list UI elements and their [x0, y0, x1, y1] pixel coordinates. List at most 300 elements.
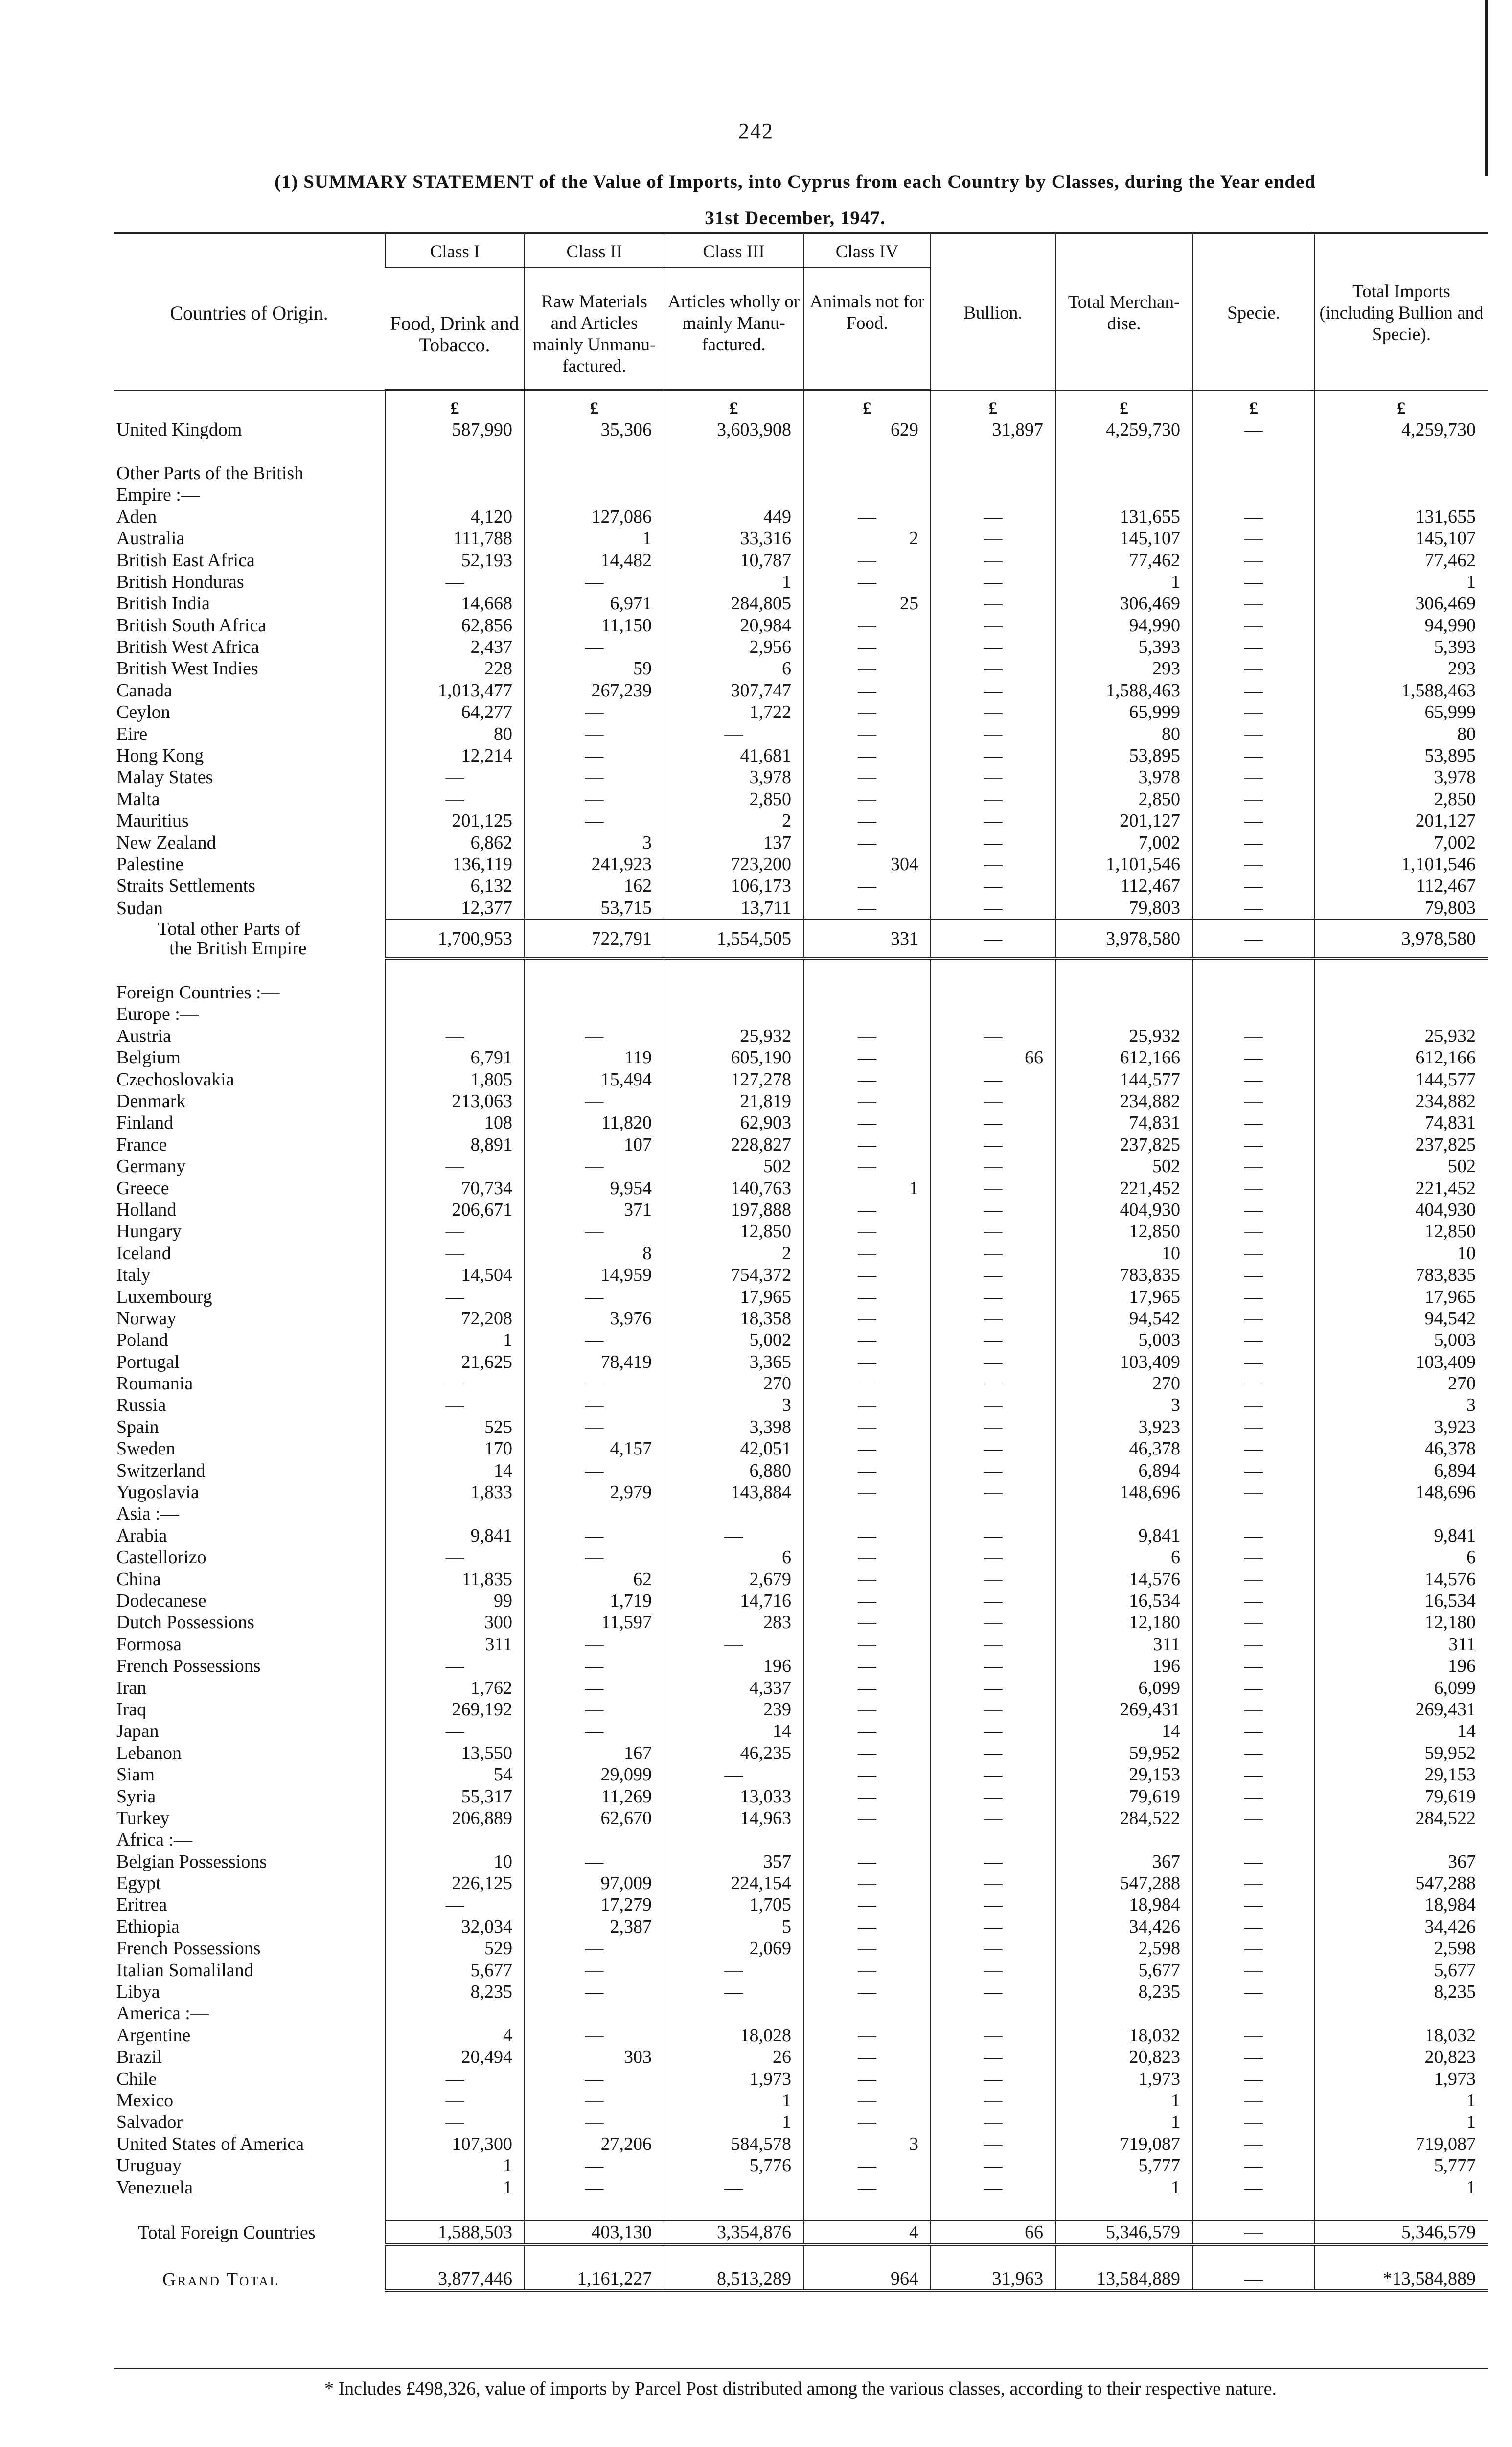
country-name — [114, 2025, 385, 2046]
cell-class-2: 15,494 — [525, 1068, 664, 1090]
spacer-row — [114, 958, 1488, 981]
empty-cell — [1315, 2003, 1488, 2024]
country-name — [114, 1177, 385, 1199]
cell-class-2: 11,597 — [525, 1612, 664, 1633]
cell-class-1: — — [385, 1394, 525, 1416]
group-heading: Foreign Countries :— — [116, 982, 280, 1003]
cell-specie: — — [1192, 549, 1315, 571]
country-label: Dutch Possessions — [116, 1612, 254, 1633]
empty-cell — [803, 484, 931, 506]
cell-class-2: — — [525, 723, 664, 744]
table-row — [114, 1221, 1488, 1242]
cell-specie: — — [1192, 571, 1315, 593]
cell-bullion: 31,963 — [931, 2268, 1055, 2291]
cell-class-2: 167 — [525, 1742, 664, 1764]
country-name — [114, 1047, 385, 1068]
cell-class-2: — — [525, 2176, 664, 2198]
table-row — [114, 2025, 1488, 2046]
cell-class-2: 127,086 — [525, 506, 664, 528]
country-label: Luxembourg — [116, 1286, 212, 1307]
cell-class-2: — — [525, 1394, 664, 1416]
country-name — [114, 1851, 385, 1872]
cell-class-3: 3,354,876 — [664, 2221, 803, 2245]
cell-class-3: 284,805 — [664, 593, 803, 614]
cell-class-1: 4 — [385, 2025, 525, 2046]
country-label: British Honduras — [116, 571, 244, 592]
spacer-cell — [1315, 440, 1488, 462]
cell-class-1: 72,208 — [385, 1308, 525, 1329]
cell-total-merchandise: 80 — [1055, 723, 1192, 744]
cell-class-3: 46,235 — [664, 1742, 803, 1764]
cell-total-merchandise: 94,542 — [1055, 1308, 1192, 1329]
cell-total-imports: 311 — [1315, 1634, 1488, 1655]
table-row — [114, 1938, 1488, 1959]
cell-class-2: 29,099 — [525, 1764, 664, 1785]
cell-total-merchandise: 1 — [1055, 2111, 1192, 2133]
cell-total-imports: 783,835 — [1315, 1264, 1488, 1286]
table-row — [114, 1286, 1488, 1307]
cell-bullion: — — [931, 1199, 1055, 1221]
spacer-cell — [385, 958, 525, 981]
cell-bullion: — — [931, 1025, 1055, 1047]
cell-class-1: 529 — [385, 1938, 525, 1959]
cell-class-4: — — [803, 788, 931, 810]
cell-total-merchandise: 1,588,463 — [1055, 680, 1192, 701]
table-row — [114, 636, 1488, 658]
cell-total-imports: 103,409 — [1315, 1351, 1488, 1373]
cell-class-2: — — [525, 1720, 664, 1742]
country-name — [114, 831, 385, 853]
cell-class-2: 62,670 — [525, 1807, 664, 1829]
cell-total-merchandise: 237,825 — [1055, 1134, 1192, 1155]
empty-cell — [525, 982, 664, 1003]
table-row — [114, 1655, 1488, 1677]
cell-class-1: 228 — [385, 658, 525, 679]
cell-class-1: 1,833 — [385, 1481, 525, 1503]
cell-bullion: — — [931, 1677, 1055, 1698]
cell-total-merchandise: 6,099 — [1055, 1677, 1192, 1698]
cell-total-merchandise: 547,288 — [1055, 1872, 1192, 1894]
cell-class-4: — — [803, 701, 931, 723]
cell-class-2: 35,306 — [525, 419, 664, 440]
cell-class-1: — — [385, 766, 525, 788]
cell-bullion: — — [931, 1155, 1055, 1177]
cell-bullion: — — [931, 1916, 1055, 1938]
cell-total-merchandise: 145,107 — [1055, 528, 1192, 549]
cell-bullion: — — [931, 2155, 1055, 2176]
cell-class-4: — — [803, 1568, 931, 1590]
cell-class-2: 53,715 — [525, 897, 664, 920]
table-row — [114, 831, 1488, 853]
country-name — [114, 1416, 385, 1438]
cell-specie: — — [1192, 745, 1315, 766]
cell-total-imports: 306,469 — [1315, 593, 1488, 614]
cell-class-1: 300 — [385, 1612, 525, 1633]
cell-total-imports: 79,619 — [1315, 1785, 1488, 1807]
cell-bullion: — — [931, 1286, 1055, 1307]
country-label: United Kingdom — [116, 419, 242, 440]
cell-total-imports: 2,850 — [1315, 788, 1488, 810]
cell-bullion: — — [931, 701, 1055, 723]
table-row — [114, 615, 1488, 636]
cell-specie: — — [1192, 2025, 1315, 2046]
cell-total-merchandise: 65,999 — [1055, 701, 1192, 723]
cell-class-4: — — [803, 1872, 931, 1894]
spacer-cell — [664, 2245, 803, 2268]
empty-cell — [664, 982, 803, 1003]
cell-bullion: — — [931, 854, 1055, 875]
cell-class-3: 10,787 — [664, 549, 803, 571]
empty-cell — [1315, 484, 1488, 506]
cell-total-merchandise: 25,932 — [1055, 1025, 1192, 1047]
spacer-cell — [114, 440, 385, 462]
cell-total-merchandise: 144,577 — [1055, 1068, 1192, 1090]
empty-cell — [525, 1003, 664, 1025]
cell-total-imports: 144,577 — [1315, 1068, 1488, 1090]
country-name — [114, 1025, 385, 1047]
country-name — [114, 1590, 385, 1612]
spacer-cell — [803, 2245, 931, 2268]
country-label: French Possessions — [116, 1938, 261, 1959]
table-row — [114, 419, 1488, 440]
country-name — [114, 1894, 385, 1916]
table-row — [114, 854, 1488, 875]
cell-class-2: — — [525, 1677, 664, 1698]
table-row — [114, 1677, 1488, 1698]
cell-bullion: — — [931, 766, 1055, 788]
cell-specie: — — [1192, 1438, 1315, 1459]
cell-bullion: — — [931, 1177, 1055, 1199]
cell-class-3: — — [664, 1634, 803, 1655]
cell-specie: — — [1192, 2111, 1315, 2133]
cell-bullion: — — [931, 1720, 1055, 1742]
cell-class-1: 70,734 — [385, 1177, 525, 1199]
cell-class-3: — — [664, 2176, 803, 2198]
cell-specie: — — [1192, 1351, 1315, 1373]
spacer-cell — [525, 958, 664, 981]
cell-class-1: 54 — [385, 1764, 525, 1785]
cell-total-imports: 284,522 — [1315, 1807, 1488, 1829]
cell-specie: — — [1192, 1785, 1315, 1807]
country-label: Iran — [116, 1677, 147, 1698]
header-class-2-desc: Raw Materials and Articles mainly Unmanu- factured. — [525, 267, 664, 390]
table-row — [114, 1785, 1488, 1807]
cell-specie: — — [1192, 2090, 1315, 2111]
table-row — [114, 1568, 1488, 1590]
grand-total-text: Grand Total — [162, 2269, 279, 2290]
cell-total-imports: 367 — [1315, 1851, 1488, 1872]
cell-specie: — — [1192, 2155, 1315, 2176]
cell-class-1: 10 — [385, 1851, 525, 1872]
cell-specie: — — [1192, 1742, 1315, 1764]
cell-class-2: — — [525, 1655, 664, 1677]
cell-total-merchandise: 18,032 — [1055, 2025, 1192, 2046]
empty-cell — [385, 484, 525, 506]
cell-class-3: 723,200 — [664, 854, 803, 875]
cell-specie: — — [1192, 1286, 1315, 1307]
cell-class-1: 6,862 — [385, 831, 525, 853]
country-name — [114, 1286, 385, 1307]
cell-class-2: 97,009 — [525, 1872, 664, 1894]
cell-class-1: — — [385, 1155, 525, 1177]
cell-specie: — — [1192, 680, 1315, 701]
country-label: Germany — [116, 1156, 186, 1177]
empty-cell — [1315, 462, 1488, 484]
cell-total-imports: 3,978 — [1315, 766, 1488, 788]
group-heading: Europe :— — [116, 1004, 199, 1025]
cell-class-2: 2,387 — [525, 1916, 664, 1938]
country-name — [114, 1459, 385, 1481]
cell-bullion: — — [931, 1459, 1055, 1481]
group-heading: Empire :— — [116, 485, 200, 506]
cell-bullion: — — [931, 1373, 1055, 1394]
cell-class-2: — — [525, 1221, 664, 1242]
cell-class-3: 1,554,505 — [664, 919, 803, 958]
cell-class-3: 2 — [664, 810, 803, 831]
cell-class-1: 52,193 — [385, 549, 525, 571]
cell-class-1: 1,762 — [385, 1677, 525, 1698]
cell-class-3: 224,154 — [664, 1872, 803, 1894]
cell-class-1: 206,889 — [385, 1807, 525, 1829]
subtotal-label — [114, 2221, 385, 2245]
table-row — [114, 875, 1488, 897]
empty-cell — [931, 484, 1055, 506]
cell-class-4: — — [803, 1699, 931, 1720]
table-row — [114, 2046, 1488, 2068]
cell-total-imports: 1,101,546 — [1315, 854, 1488, 875]
cell-specie: — — [1192, 1959, 1315, 1981]
page-number: 242 — [738, 119, 774, 143]
cell-class-4: 3 — [803, 2133, 931, 2155]
country-name — [114, 1199, 385, 1221]
country-name — [114, 1243, 385, 1264]
cell-total-merchandise: 3,978,580 — [1055, 919, 1192, 958]
cell-class-1: 6,132 — [385, 875, 525, 897]
cell-class-4: — — [803, 1547, 931, 1568]
cell-class-4: 331 — [803, 919, 931, 958]
cell-total-merchandise: 306,469 — [1055, 593, 1192, 614]
country-label: Yugoslavia — [116, 1482, 199, 1503]
country-label: British West Africa — [116, 637, 259, 658]
country-name — [114, 1525, 385, 1547]
cell-total-imports: 719,087 — [1315, 2133, 1488, 2155]
empty-cell — [1192, 484, 1315, 506]
cell-class-1: 64,277 — [385, 701, 525, 723]
empty-cell — [664, 1503, 803, 1524]
cell-total-merchandise: 6 — [1055, 1547, 1192, 1568]
country-label: Siam — [116, 1764, 155, 1785]
cell-total-merchandise: 148,696 — [1055, 1481, 1192, 1503]
spacer-cell — [1315, 2198, 1488, 2221]
spacer-cell — [803, 958, 931, 981]
cell-total-merchandise: 5,003 — [1055, 1329, 1192, 1351]
cell-specie: — — [1192, 1025, 1315, 1047]
cell-specie: — — [1192, 1851, 1315, 1872]
empty-cell — [1055, 484, 1192, 506]
cell-class-3: 62,903 — [664, 1112, 803, 1133]
cell-class-1: 62,856 — [385, 615, 525, 636]
cell-class-4: — — [803, 1655, 931, 1677]
country-name — [114, 1634, 385, 1655]
cell-total-imports: 79,803 — [1315, 897, 1488, 920]
spacer-cell — [664, 958, 803, 981]
cell-class-3: 3 — [664, 1394, 803, 1416]
header-class-3: Class III — [664, 233, 803, 267]
header-class-4: Class IV — [803, 233, 931, 267]
cell-class-4: — — [803, 506, 931, 528]
table-row — [114, 2176, 1488, 2198]
spacer-cell — [1192, 958, 1315, 981]
cell-class-2: — — [525, 2025, 664, 2046]
group-heading: Africa :— — [116, 1829, 193, 1850]
empty-cell — [525, 484, 664, 506]
country-name — [114, 1373, 385, 1394]
cell-class-3: 2,956 — [664, 636, 803, 658]
cell-total-merchandise: 404,930 — [1055, 1199, 1192, 1221]
cell-bullion: — — [931, 636, 1055, 658]
cell-total-imports: 29,153 — [1315, 1764, 1488, 1785]
table-row — [114, 1047, 1488, 1068]
cell-total-imports: 293 — [1315, 658, 1488, 679]
subtotal-label-line: Total other Parts of — [158, 919, 300, 940]
cell-class-4: — — [803, 1916, 931, 1938]
cell-class-3: 21,819 — [664, 1090, 803, 1112]
cell-total-imports: 34,426 — [1315, 1916, 1488, 1938]
cell-bullion: — — [931, 1221, 1055, 1242]
cell-class-3: 14,963 — [664, 1807, 803, 1829]
empty-cell — [664, 1003, 803, 1025]
cell-total-merchandise: 3,978 — [1055, 766, 1192, 788]
country-label: Malta — [116, 788, 160, 809]
cell-bullion: — — [931, 1134, 1055, 1155]
unit-cell: £ — [1192, 390, 1315, 419]
cell-bullion: — — [931, 2025, 1055, 2046]
country-name — [114, 1481, 385, 1503]
country-label: Australia — [116, 528, 185, 549]
cell-class-4: — — [803, 1134, 931, 1155]
empty-cell — [1055, 1829, 1192, 1850]
spacer-cell — [1192, 2198, 1315, 2221]
cell-class-1: 136,119 — [385, 854, 525, 875]
country-name — [114, 1612, 385, 1633]
cell-class-3: 270 — [664, 1373, 803, 1394]
cell-class-1: 311 — [385, 1634, 525, 1655]
table-row — [114, 788, 1488, 810]
header-total-imports: Total Imports (including Bullion and Specie). — [1315, 233, 1488, 390]
country-label: Brazil — [116, 2047, 162, 2068]
table-body — [114, 419, 1488, 2291]
cell-total-merchandise: 13,584,889 — [1055, 2268, 1192, 2291]
cell-class-2: 162 — [525, 875, 664, 897]
cell-total-imports: 237,825 — [1315, 1134, 1488, 1155]
cell-specie: — — [1192, 1677, 1315, 1698]
cell-total-merchandise: 94,990 — [1055, 615, 1192, 636]
cell-specie: — — [1192, 831, 1315, 853]
cell-bullion: — — [931, 1481, 1055, 1503]
cell-total-imports: 25,932 — [1315, 1025, 1488, 1047]
cell-specie: — — [1192, 788, 1315, 810]
cell-class-4: — — [803, 1634, 931, 1655]
table-row — [114, 1764, 1488, 1785]
cell-class-1: 525 — [385, 1416, 525, 1438]
table-row — [114, 1155, 1488, 1177]
cell-total-merchandise: 196 — [1055, 1655, 1192, 1677]
cell-specie: — — [1192, 1243, 1315, 1264]
cell-class-1: 206,671 — [385, 1199, 525, 1221]
table-row — [114, 593, 1488, 614]
cell-bullion: — — [931, 1329, 1055, 1351]
cell-bullion: — — [931, 593, 1055, 614]
country-name — [114, 2155, 385, 2176]
cell-class-1: 11,835 — [385, 1568, 525, 1590]
table-row — [114, 1525, 1488, 1547]
cell-total-imports: 145,107 — [1315, 528, 1488, 549]
cell-class-4: — — [803, 1807, 931, 1829]
spacer-cell — [1315, 2245, 1488, 2268]
cell-class-3: — — [664, 1764, 803, 1785]
cell-class-3: 754,372 — [664, 1264, 803, 1286]
cell-total-merchandise: 1 — [1055, 2176, 1192, 2198]
cell-bullion: — — [931, 549, 1055, 571]
country-name — [114, 506, 385, 528]
cell-bullion: — — [931, 1851, 1055, 1872]
cell-class-1: — — [385, 571, 525, 593]
cell-total-merchandise: 612,166 — [1055, 1047, 1192, 1068]
cell-bullion: — — [931, 1243, 1055, 1264]
cell-class-3: 1 — [664, 571, 803, 593]
spacer-cell — [931, 2198, 1055, 2221]
cell-total-imports: 6,894 — [1315, 1459, 1488, 1481]
cell-specie: — — [1192, 1807, 1315, 1829]
table-row — [114, 1959, 1488, 1981]
cell-class-1: 12,214 — [385, 745, 525, 766]
cell-total-imports: 12,180 — [1315, 1612, 1488, 1633]
cell-class-2: — — [525, 2155, 664, 2176]
cell-class-3: 1,705 — [664, 1894, 803, 1916]
country-name — [114, 701, 385, 723]
cell-total-imports: 14,576 — [1315, 1568, 1488, 1590]
country-name — [114, 680, 385, 701]
cell-class-4: — — [803, 2090, 931, 2111]
group-heading-row — [114, 2003, 1488, 2024]
country-label: Russia — [116, 1395, 166, 1416]
cell-total-merchandise: 10 — [1055, 1243, 1192, 1264]
country-label: Spain — [116, 1416, 159, 1437]
cell-class-2: — — [525, 1699, 664, 1720]
cell-class-4: — — [803, 1243, 931, 1264]
cell-class-1: 3,877,446 — [385, 2268, 525, 2291]
spacer-cell — [385, 2198, 525, 2221]
country-name — [114, 1677, 385, 1698]
cell-bullion: — — [931, 831, 1055, 853]
cell-class-3: 33,316 — [664, 528, 803, 549]
cell-class-4: — — [803, 875, 931, 897]
cell-specie: — — [1192, 1916, 1315, 1938]
cell-class-4: 2 — [803, 528, 931, 549]
cell-total-imports: 4,259,730 — [1315, 419, 1488, 440]
cell-class-3: 3,603,908 — [664, 419, 803, 440]
cell-specie: — — [1192, 2046, 1315, 2068]
cell-class-2: 14,959 — [525, 1264, 664, 1286]
cell-class-2: 107 — [525, 1134, 664, 1155]
country-name — [114, 1742, 385, 1764]
spacer-cell — [385, 2245, 525, 2268]
cell-total-merchandise: 29,153 — [1055, 1764, 1192, 1785]
cell-class-4: — — [803, 1221, 931, 1242]
country-name — [114, 766, 385, 788]
empty-cell — [1192, 462, 1315, 484]
cell-class-2: — — [525, 788, 664, 810]
